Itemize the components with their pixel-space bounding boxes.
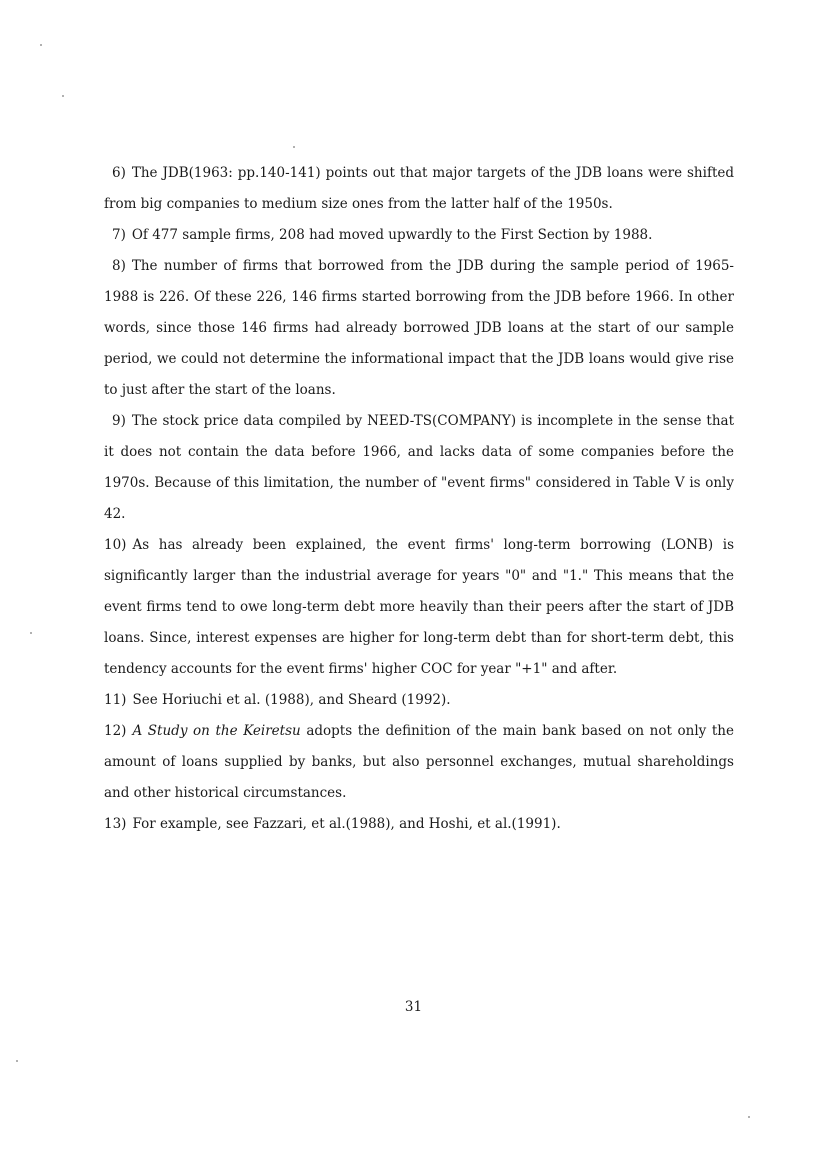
footnote-number: 13)	[104, 816, 127, 832]
footnote-text: adopts the definition of the main bank based on not only the amount of loans supplied by banks, but also personnel exchanges, mutual shareholdings and other historical circumstances.	[104, 723, 734, 801]
footnotes-section	[104, 158, 734, 840]
footnote-text: For example, see Fazzari, et al.(1988), and Hoshi, et al.(1991).	[132, 816, 561, 832]
footnote-number: 8)	[112, 258, 126, 274]
footnote-text: As has already been explained, the event firms' long-term borrowing (LONB) is significantly larger than the industrial average for years "0" and "1." This means that the event firms tend to owe long-term debt more heavily than their peers after the start of JDB loans. Since, interest expenses are higher for long-term debt than for short-term debt, this tendency accounts for the event firms' higher COC for year "+1" and after.	[104, 537, 734, 677]
footnote-number: 7)	[112, 227, 126, 243]
scan-speck	[293, 146, 295, 148]
scan-speck	[16, 1060, 18, 1062]
footnote-8	[104, 251, 734, 406]
scan-speck	[748, 1116, 750, 1118]
scan-speck	[30, 632, 32, 634]
footnote-number: 12)	[104, 723, 127, 739]
footnote-7	[104, 220, 734, 251]
footnote-number: 10)	[104, 537, 127, 553]
page-number: 31	[404, 999, 423, 1015]
footnote-12	[104, 716, 734, 809]
scan-speck	[40, 44, 42, 46]
footnote-text: Of 477 sample firms, 208 had moved upwardly to the First Section by 1988.	[131, 227, 653, 243]
footnote-number: 6)	[112, 165, 126, 181]
scan-speck	[62, 95, 64, 97]
footnote-text: The number of firms that borrowed from the JDB during the sample period of 1965-1988 is 226. Of these 226, 146 firms started borrowing from the JDB before 1966. In other words, since those 146 firms had already borrowed JDB loans at the start of our sample period, we could not determine the informational impact that the JDB loans would give rise to just after the start of the loans.	[104, 258, 734, 398]
footnote-6	[104, 158, 734, 220]
footnote-11	[104, 685, 734, 716]
footnote-text: The JDB(1963: pp.140-141) points out that major targets of the JDB loans were shifted from big companies to medium size ones from the latter half of the 1950s.	[104, 165, 734, 212]
footnote-number: 9)	[112, 413, 126, 429]
footnote-number: 11)	[104, 692, 127, 708]
footnote-text: The stock price data compiled by NEED-TS(COMPANY) is incomplete in the sense that it does not contain the data before 1966, and lacks data of some companies before the 1970s. Because of this limitation, the number of "event firms" considered in Table V is only 42.	[104, 413, 734, 522]
footnote-13	[104, 809, 734, 840]
footnote-9	[104, 406, 734, 530]
footnote-10	[104, 530, 734, 685]
footnote-text: See Horiuchi et al. (1988), and Sheard (1992).	[132, 692, 451, 708]
book-title: A Study on the Keiretsu	[132, 723, 301, 739]
